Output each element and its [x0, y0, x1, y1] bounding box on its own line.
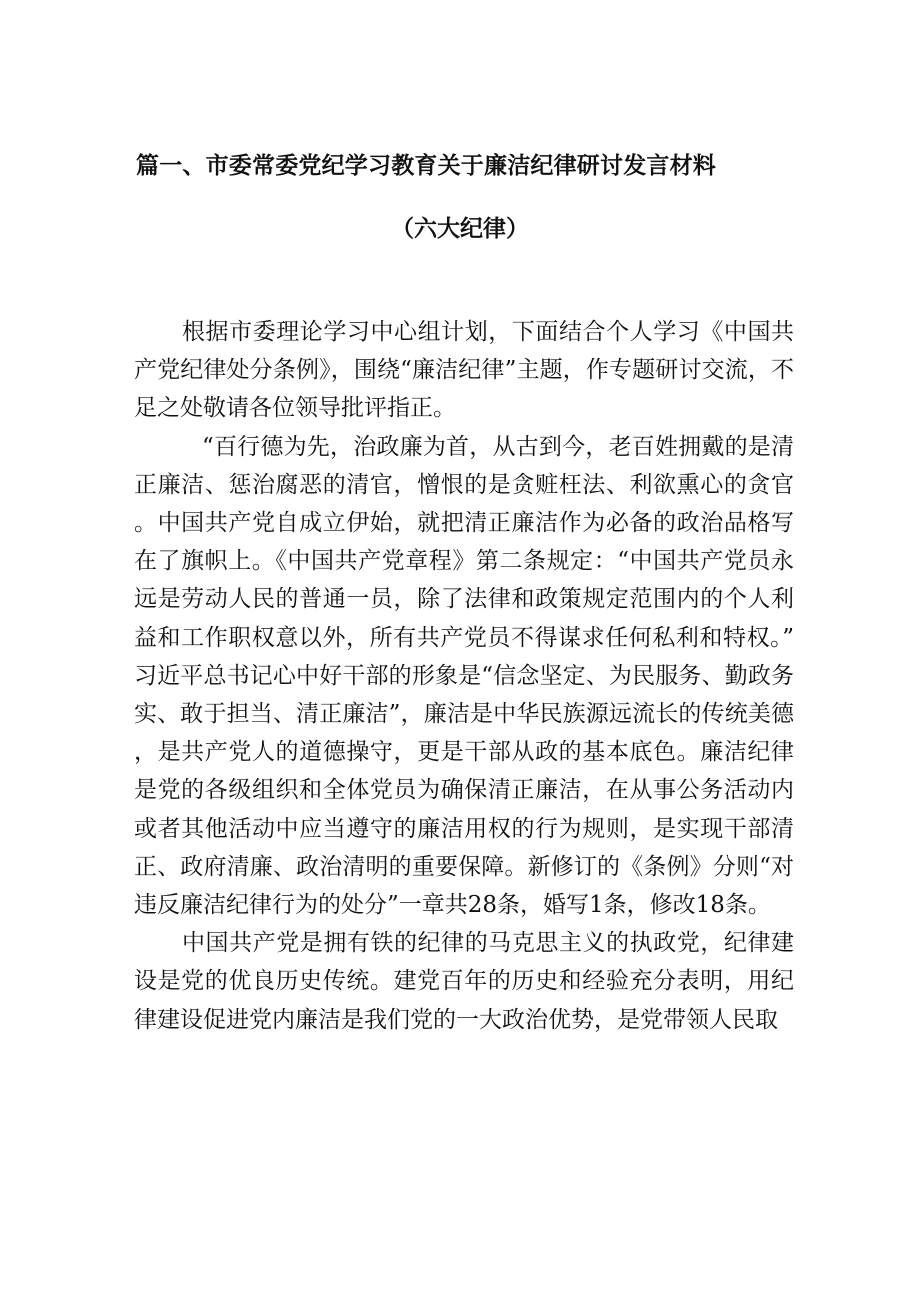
paragraph-1: 根据市委理论学习中心组计划，下面结合个人学习《中国共产党纪律处分条例》，围绕“廉洁纪律”主题，作专题研讨交流，不足之处敬请各位领导批评指正。 — [134, 319, 794, 422]
document-subtitle: （六大纪律） — [391, 216, 529, 242]
document-title: 篇一、市委常委党纪学习教育关于廉洁纪律研讨发言材料 — [136, 153, 716, 179]
document-body — [134, 313, 794, 1039]
paragraph-3: 中国共产党是拥有铁的纪律的马克思主义的执政党，纪律建设是党的优良历史传统。建党百年的历史和经验充分表明，用纪律建设促进党内廉洁是我们党的一大政治优势，是党带领人民取 — [134, 930, 794, 1033]
paragraph-2: “百行德为先，治政廉为首，从古到今，老百姓拥戴的是清正廉洁、惩治腐恶的清官，憎恨的是贪赃枉法、利欲熏心的贪官。中国共产党自成立伊始，就把清正廉洁作为必备的政治品格写在了旗帜上。《中国共产党章程》第二条规定：“中国共产党员永远是劳动人民的普通一员，除了法律和政策规定范围内的个人利益和工作职权意以外，所有共产党员不得谋求任何私利和特权。”习近平总书记心中好干部的形象是“信念坚定、为民服务、勤政务实、敢于担当、清正廉洁”，廉洁是中华民族源远流长的传统美德，是共产党人的道德操守，更是干部从政的基本底色。廉洁纪律是党的各级组织和全体党员为确保清正廉洁，在从事公务活动内或者其他活动中应当遵守的廉洁用权的行为规则，是实现干部清正、政府清廉、政治清明的重要保障。新修订的《条例》分则“对违反廉洁纪律行为的处分”一章共28条，婚写1条，修改18条。 — [134, 433, 794, 919]
